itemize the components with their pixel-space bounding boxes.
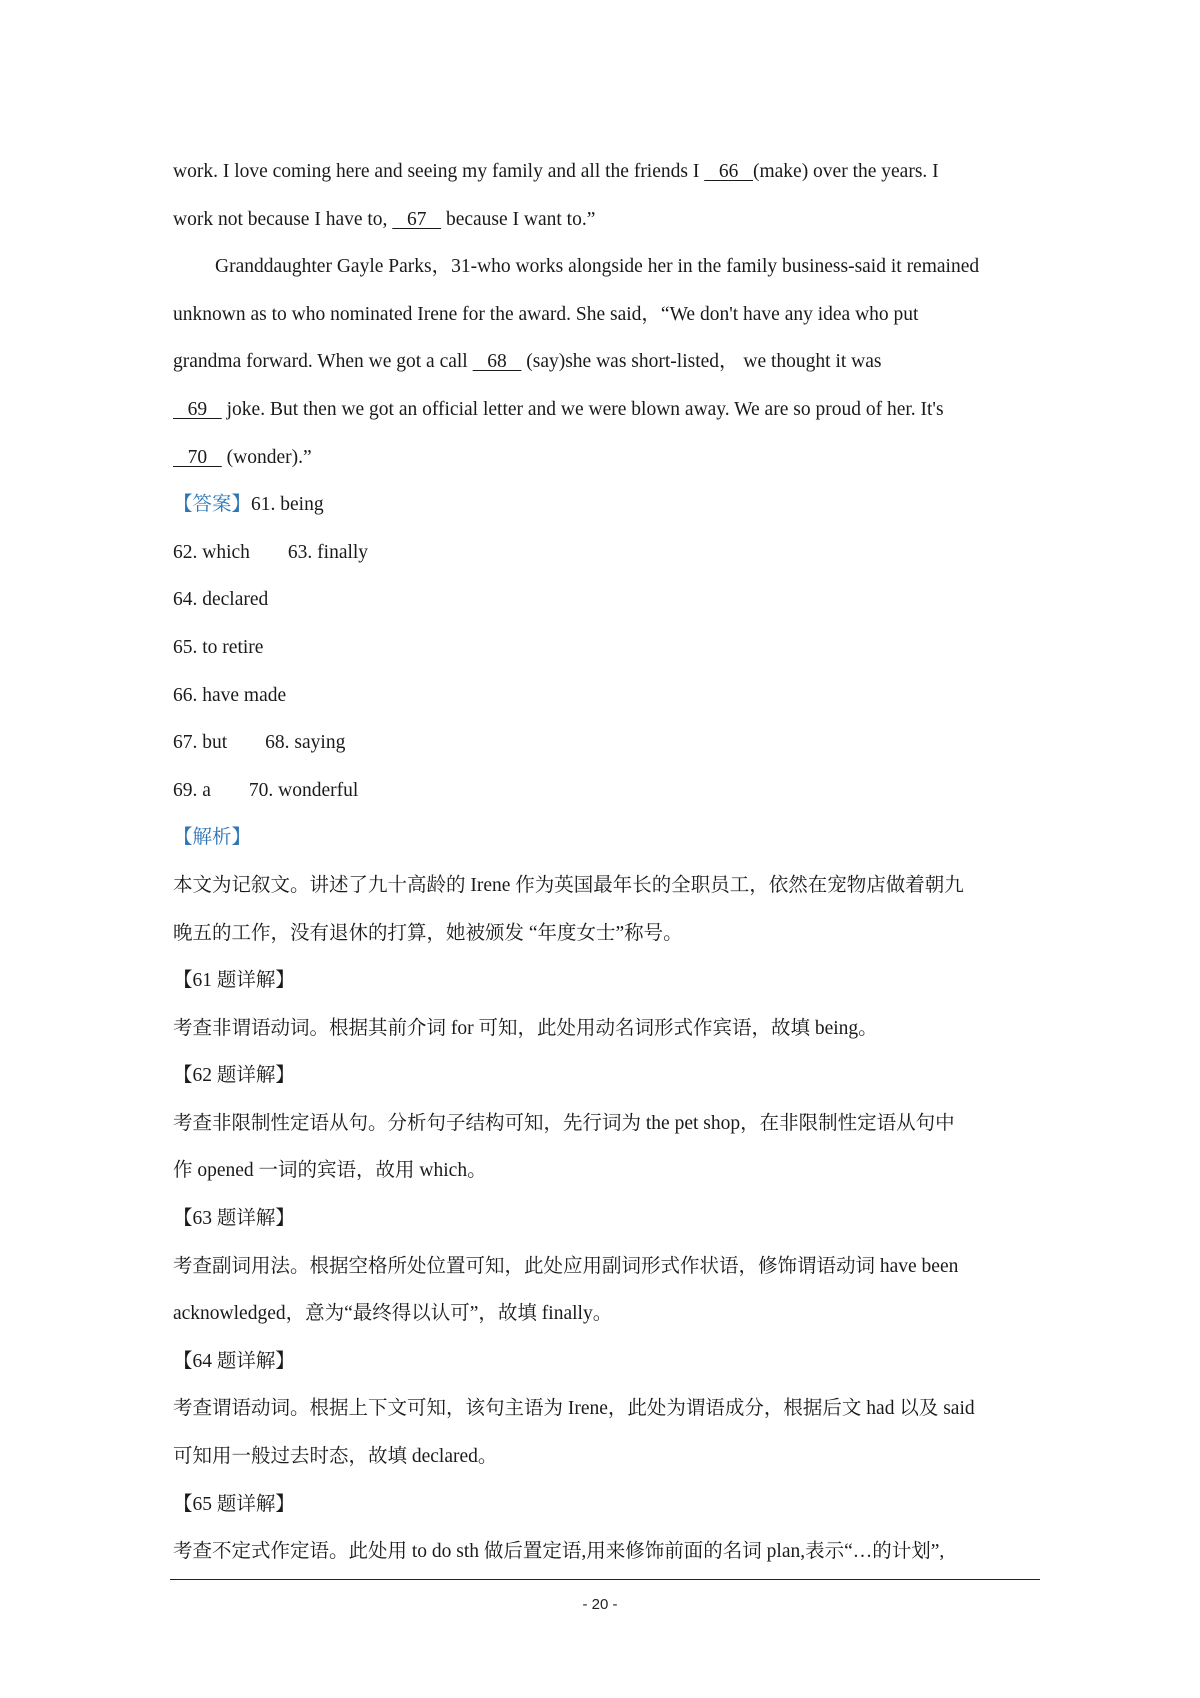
passage-line <box>173 386 1039 434</box>
answer-item: 69. a <box>173 779 211 801</box>
analysis-text: 考查副词用法。根据空格所处位置可知，此处应用副词形式作状语，修饰谓语动词 have been <box>173 1255 959 1277</box>
passage-line <box>173 338 1039 386</box>
answer-item: 63. finally <box>287 541 369 563</box>
answer-item: 68. saying <box>265 732 346 754</box>
passage-line <box>173 196 1039 244</box>
passage-text: work. I love coming here and seeing my family and all the friends I <box>173 161 705 182</box>
analysis-text: 考查非限制性定语从句。分析句子结构可知，先行词为 the pet shop，在非限制性定语从句中 <box>173 1112 955 1134</box>
answer-line <box>173 767 1039 815</box>
answer-item: 66. have made <box>173 684 287 706</box>
passage-text: (wonder).” <box>221 446 312 468</box>
answer-line <box>173 481 1039 529</box>
analysis-text: acknowledged，意为“最终得以认可”，故填 finally。 <box>173 1303 613 1325</box>
question-heading: 【62 题详解】 <box>173 1065 295 1087</box>
passage-text: (say)she was short-listed， we thought it was <box>521 351 882 373</box>
passage-text: grandma forward. When we got a call <box>173 351 473 373</box>
answer-item: 64. declared <box>173 589 269 611</box>
analysis-text: 作 opened 一词的宾语，故用 which。 <box>173 1160 487 1182</box>
blank-67: 67 <box>392 208 442 230</box>
passage-line <box>173 434 1039 482</box>
page-number: - 20 - <box>582 1596 618 1613</box>
analysis-tag: 【解析】 <box>173 827 252 849</box>
answer-item: 67. but <box>173 732 228 754</box>
passage-text: work not because I have to, <box>173 208 393 230</box>
footer-rule <box>170 1579 1040 1580</box>
answer-tag: 【答案】 <box>173 494 252 516</box>
blank-70: 70 <box>173 446 222 468</box>
passage-line: unknown as to who nominated Irene for the award. She said，“We don't have any idea who put <box>173 303 919 325</box>
blank-66: 66 <box>704 161 753 182</box>
passage-text: joke. But then we got an official letter and we were blown away. We are so proud of her. It's <box>221 398 944 420</box>
question-heading: 【61 题详解】 <box>173 970 295 992</box>
analysis-text: 本文为记叙文。讲述了九十高龄的 Irene 作为英国最年长的全职员工，依然在宠物店做着朝九 <box>173 874 964 896</box>
passage-text: (make) over the years. I <box>752 161 939 182</box>
analysis-line <box>173 814 1039 862</box>
answer-item: 62. which <box>173 541 250 563</box>
analysis-text: 晚五的工作，没有退休的打算，她被颁发 “年度女士”称号。 <box>173 922 683 944</box>
answer-line <box>173 529 1039 577</box>
analysis-text: 考查不定式作定语。此处用 to do sth 做后置定语,用来修饰前面的名词 plan,表示“…的计划”, <box>173 1541 945 1563</box>
blank-69: 69 <box>173 398 222 420</box>
answer-item: 65. to retire <box>173 636 264 658</box>
analysis-text: 可知用一般过去时态，故填 declared。 <box>173 1446 498 1468</box>
question-heading: 【63 题详解】 <box>173 1208 295 1230</box>
answer-line <box>173 719 1039 767</box>
blank-68: 68 <box>472 351 522 373</box>
analysis-text: 考查谓语动词。根据上下文可知，该句主语为 Irene，此处为谓语成分，根据后文 had 以及 said <box>173 1398 975 1420</box>
page-content <box>173 148 1039 1576</box>
passage-line: Granddaughter Gayle Parks，31-who works alongside her in the family business-said it remained <box>215 256 980 278</box>
question-heading: 【65 题详解】 <box>173 1493 295 1515</box>
passage-text: because I want to.” <box>441 208 596 230</box>
answer-item: 61. being <box>251 494 324 516</box>
answer-item: 70. wonderful <box>248 779 359 801</box>
passage-line <box>173 148 1039 196</box>
question-heading: 【64 题详解】 <box>173 1350 295 1372</box>
analysis-text: 考查非谓语动词。根据其前介词 for 可知，此处用动名词形式作宾语，故填 being。 <box>173 1017 878 1039</box>
